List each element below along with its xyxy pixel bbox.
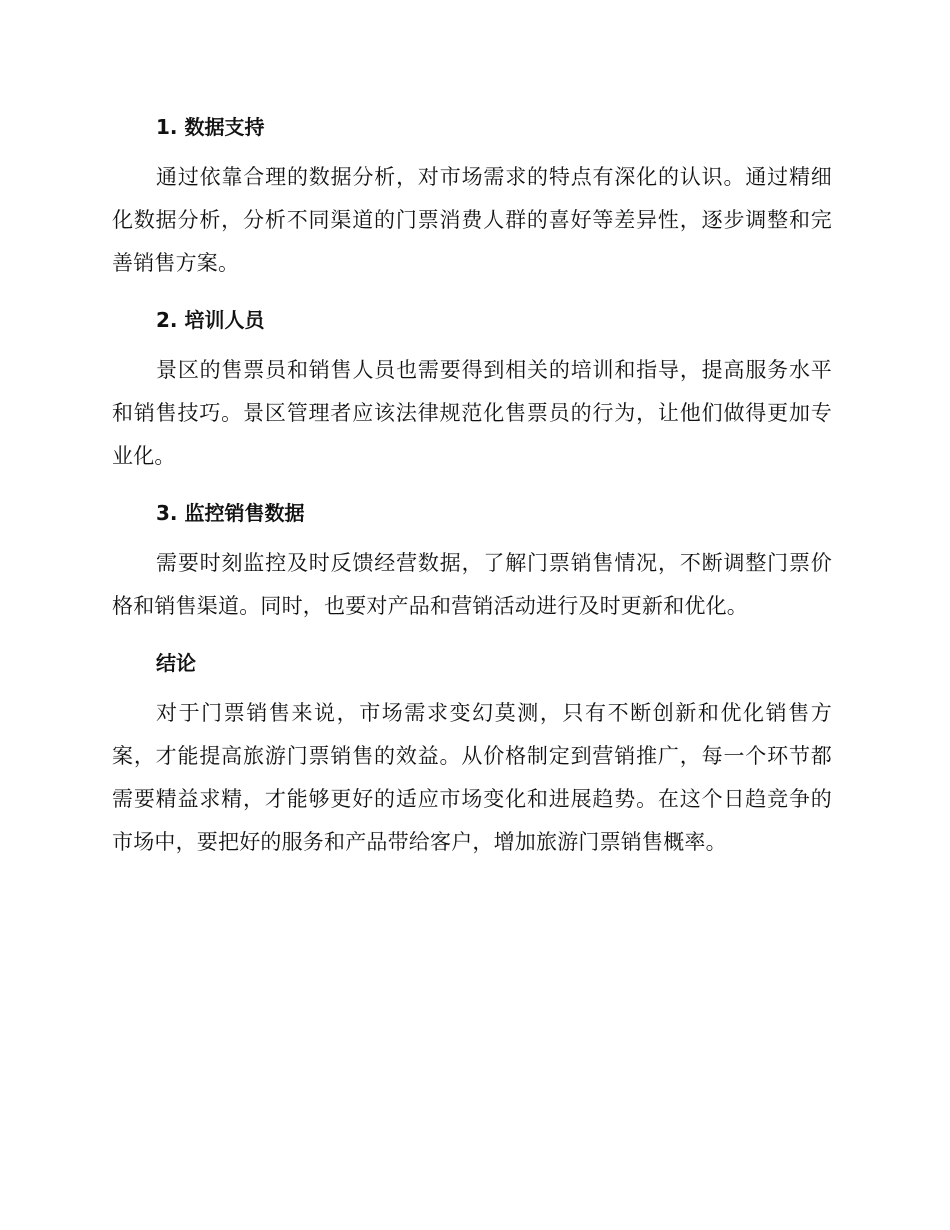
- section-heading-training: 2. 培训人员: [156, 308, 265, 332]
- section-heading-data-support: 1. 数据支持: [156, 115, 265, 139]
- section-heading-monitoring: 3. 监控销售数据: [156, 501, 305, 525]
- document-page: [112, 108, 832, 864]
- section-body-monitoring: 需要时刻监控及时反馈经营数据，了解门票销售情况，不断调整门票价格和销售渠道。同时，也要对产品和营销活动进行及时更新和优化。: [112, 551, 832, 618]
- section-heading-conclusion: 结论: [156, 651, 196, 675]
- section-body-data-support: 通过依靠合理的数据分析，对市场需求的特点有深化的认识。通过精细化数据分析，分析不同渠道的门票消费人群的喜好等差异性，逐步调整和完善销售方案。: [112, 165, 832, 275]
- section-body-training: 景区的售票员和销售人员也需要得到相关的培训和指导，提高服务水平和销售技巧。景区管理者应该法律规范化售票员的行为，让他们做得更加专业化。: [112, 358, 832, 468]
- section-body-conclusion: 对于门票销售来说，市场需求变幻莫测，只有不断创新和优化销售方案，才能提高旅游门票销售的效益。从价格制定到营销推广，每一个环节都需要精益求精，才能够更好的适应市场变化和进展趋势。在这个日趋竞争的市场中，要把好的服务和产品带给客户，增加旅游门票销售概率。: [112, 701, 832, 854]
